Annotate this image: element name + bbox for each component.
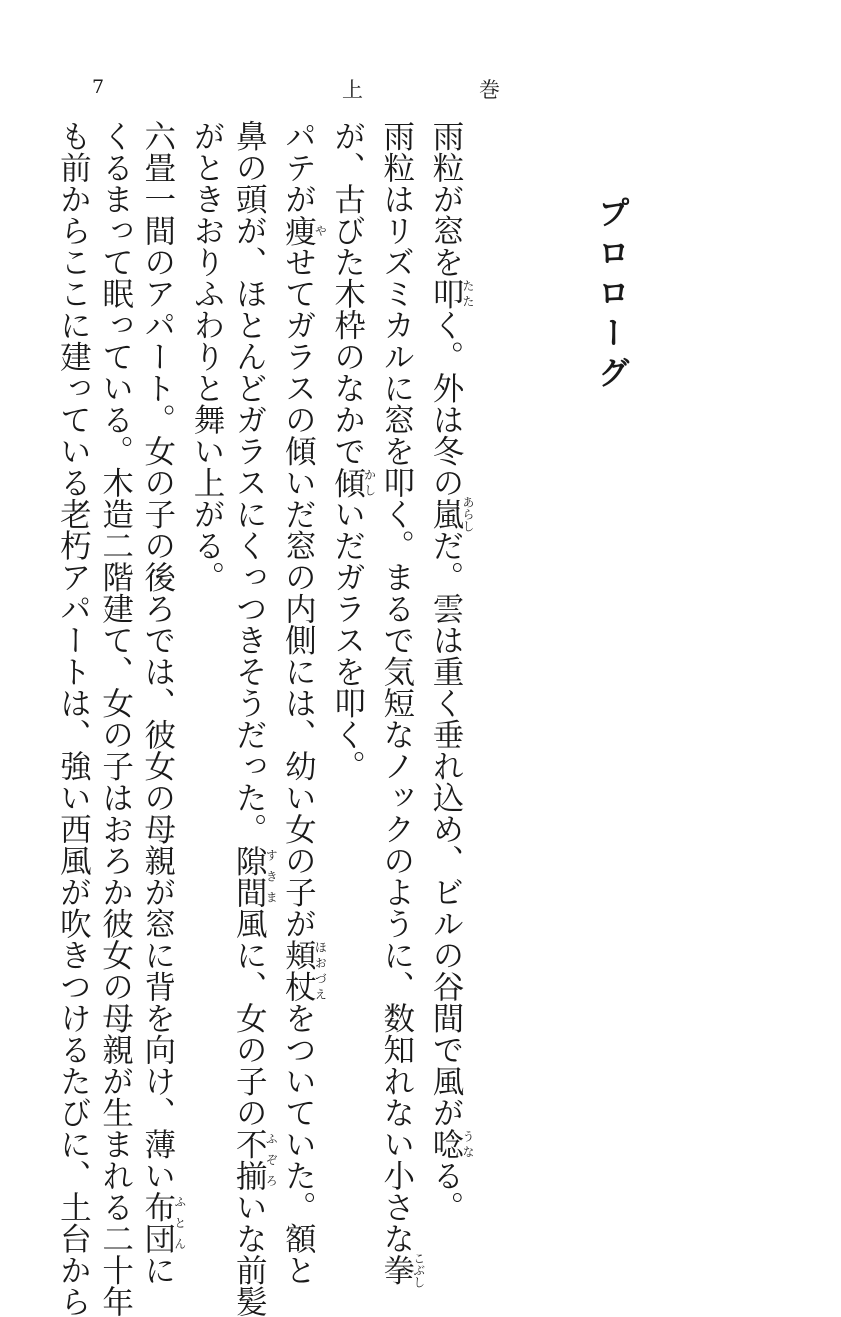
text-column: くるまって眠っている。木造二階建て、女の子はおろか彼女の母親が生まれる二十年: [97, 120, 134, 1317]
text-column: 雨粒が窓を叩たたく。外は冬の嵐あらしだ。雲は重く垂れ込め、ビルの谷間で風が唸うなる。: [428, 120, 475, 1223]
page-number: 7: [92, 76, 105, 98]
ruby-annotation: 叩たた: [428, 277, 475, 309]
text-column: パテが痩やせてガラスの傾いだ窓の内側には、幼い女の子が頬杖ほおづえをついていた。額と: [280, 120, 328, 1286]
running-header: [342, 74, 500, 104]
ruby-annotation: 唸うな: [428, 1128, 475, 1160]
text-column: が、古びた木枠のなかで傾かしいだガラスを叩く。: [329, 120, 377, 782]
text-column: 六畳一間のアパート。女の子の後ろでは、彼女の母親が窓に背を向け、薄い布団ふとんに: [139, 120, 187, 1286]
ruby-annotation: 拳こぶし: [378, 1251, 426, 1288]
volume-label-left: 上: [342, 78, 363, 102]
text-column: も前からここに建っている老朽アパートは、強い西風が吹きつけるたびに、土台から: [55, 120, 92, 1317]
text-column: がときおりふわりと舞い上がる。: [188, 120, 225, 593]
body-text: [55, 120, 475, 1317]
ruby-annotation: 頬杖ほおづえ: [280, 939, 328, 1002]
text-column: 雨粒はリズミカルに窓を叩く。まるで気短なノックのように、数知れない小さな拳こぶし: [378, 120, 426, 1288]
ruby-annotation: 傾かし: [329, 466, 377, 498]
ruby-annotation: 不揃ふぞろ: [231, 1128, 279, 1191]
ruby-annotation: 隙間すきま: [231, 844, 279, 908]
chapter-title: プロローグ: [593, 196, 631, 396]
volume-label-right: 巻: [479, 78, 500, 102]
ruby-annotation: 布団ふとん: [139, 1191, 187, 1254]
text-column: 鼻の頭が、ほとんどガラスにくっつきそうだった。隙間すきま風に、女の子の不揃ふぞろいな前髪: [231, 120, 279, 1317]
ruby-annotation: 嵐あらし: [428, 495, 475, 532]
ruby-annotation: 痩や: [280, 214, 328, 246]
